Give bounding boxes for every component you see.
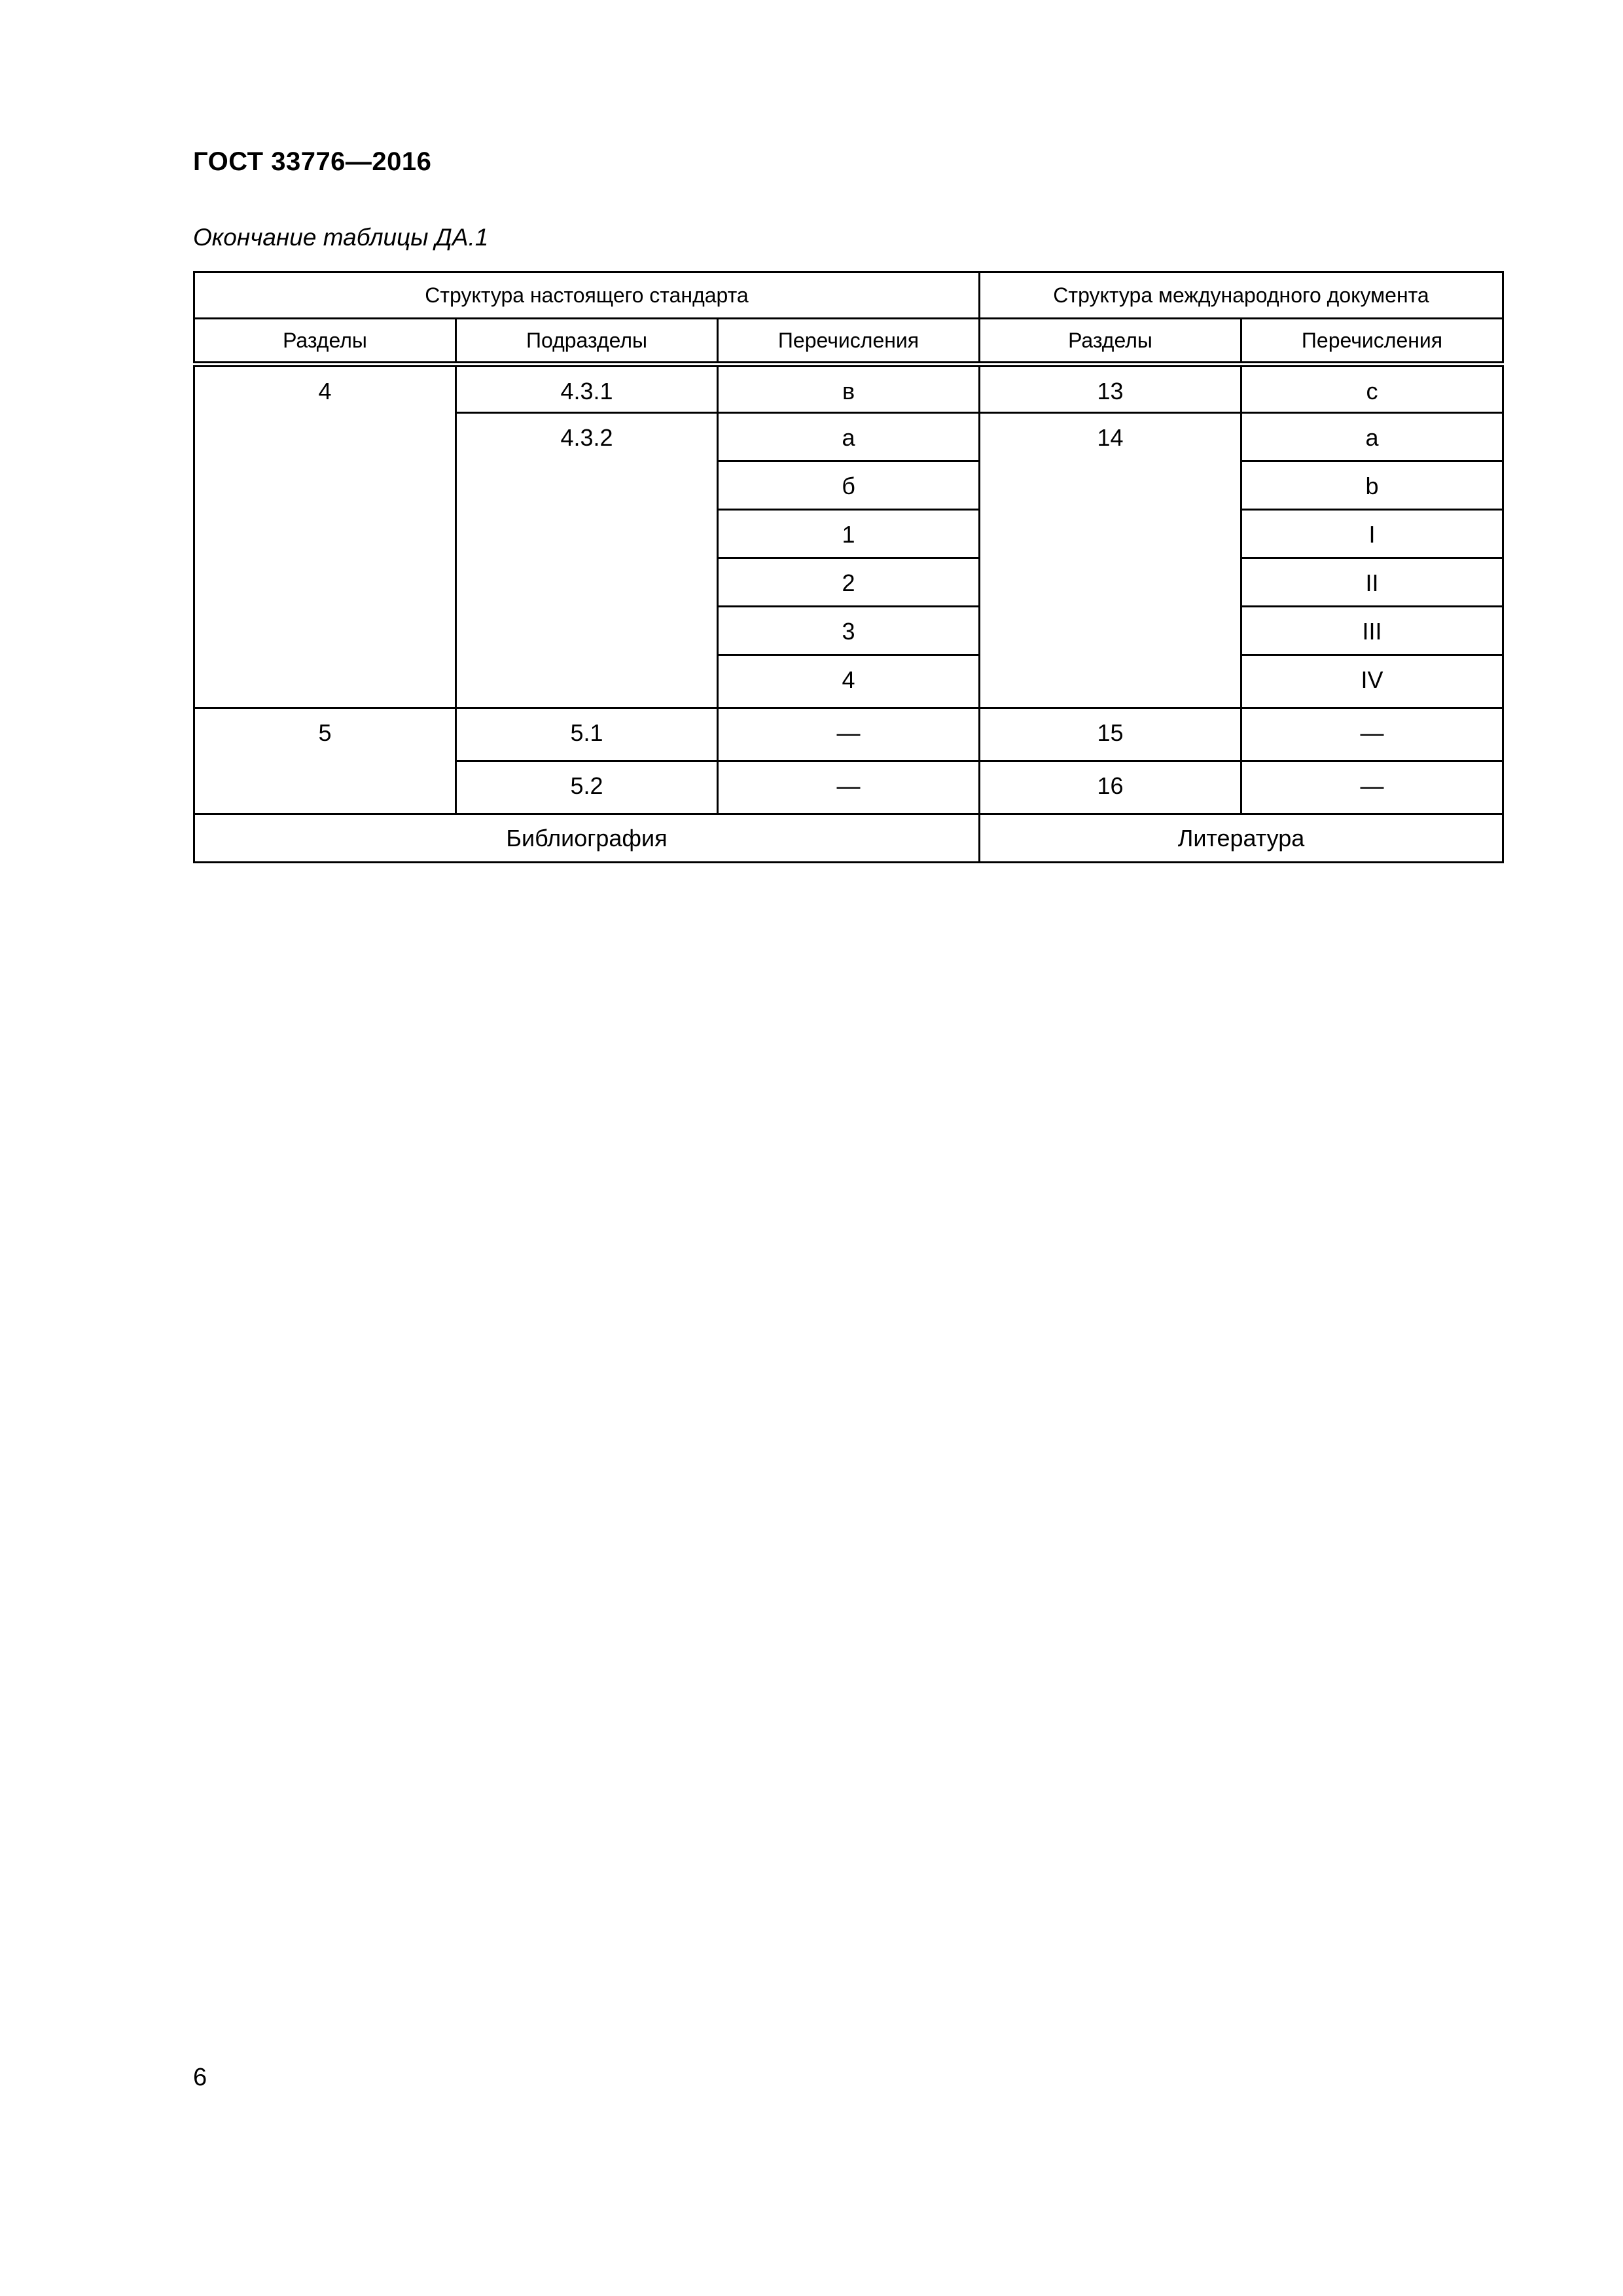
cell-intl-enumeration: I — [1241, 510, 1503, 558]
col-header-intl-enumerations: Перечисления — [1241, 319, 1503, 365]
cell-intl-enumeration: — — [1241, 708, 1503, 761]
bibliography-cell: Библиография — [194, 814, 980, 863]
cell-enumeration: а — [718, 413, 980, 461]
cell-subsection: 4.3.2 — [456, 413, 718, 708]
col-header-enumerations: Перечисления — [718, 319, 980, 365]
column-header-row — [194, 319, 1503, 365]
cell-enumeration: 1 — [718, 510, 980, 558]
table-footer-row — [194, 814, 1503, 863]
table-row — [194, 365, 1503, 413]
cell-subsection: 4.3.1 — [456, 365, 718, 413]
cell-intl-enumeration: III — [1241, 607, 1503, 655]
cell-enumeration: — — [718, 708, 980, 761]
group-header-row — [194, 272, 1503, 319]
cell-intl-section: 13 — [980, 365, 1241, 413]
cell-intl-enumeration: b — [1241, 461, 1503, 510]
structure-comparison-table — [193, 271, 1504, 863]
cell-subsection: 5.2 — [456, 761, 718, 814]
cell-section: 5 — [194, 708, 456, 814]
table-caption: Окончание таблицы ДА.1 — [193, 224, 489, 251]
cell-enumeration: 2 — [718, 558, 980, 607]
col-header-sections: Разделы — [194, 319, 456, 365]
literature-cell: Литература — [980, 814, 1503, 863]
cell-intl-enumeration: II — [1241, 558, 1503, 607]
cell-enumeration: в — [718, 365, 980, 413]
cell-enumeration: 3 — [718, 607, 980, 655]
cell-intl-enumeration: IV — [1241, 655, 1503, 708]
document-header: ГОСТ 33776—2016 — [193, 147, 432, 176]
cell-subsection: 5.1 — [456, 708, 718, 761]
cell-intl-enumeration: — — [1241, 761, 1503, 814]
cell-enumeration: — — [718, 761, 980, 814]
table-row — [194, 708, 1503, 761]
cell-enumeration: б — [718, 461, 980, 510]
cell-intl-section: 14 — [980, 413, 1241, 708]
national-structure-header: Структура настоящего стандарта — [194, 272, 980, 319]
cell-section: 4 — [194, 365, 456, 708]
cell-intl-section: 16 — [980, 761, 1241, 814]
page-number: 6 — [193, 2064, 207, 2091]
international-structure-header: Структура международного документа — [980, 272, 1503, 319]
cell-enumeration: 4 — [718, 655, 980, 708]
cell-intl-enumeration: a — [1241, 413, 1503, 461]
col-header-intl-sections: Разделы — [980, 319, 1241, 365]
col-header-subsections: Подразделы — [456, 319, 718, 365]
cell-intl-enumeration: c — [1241, 365, 1503, 413]
cell-intl-section: 15 — [980, 708, 1241, 761]
